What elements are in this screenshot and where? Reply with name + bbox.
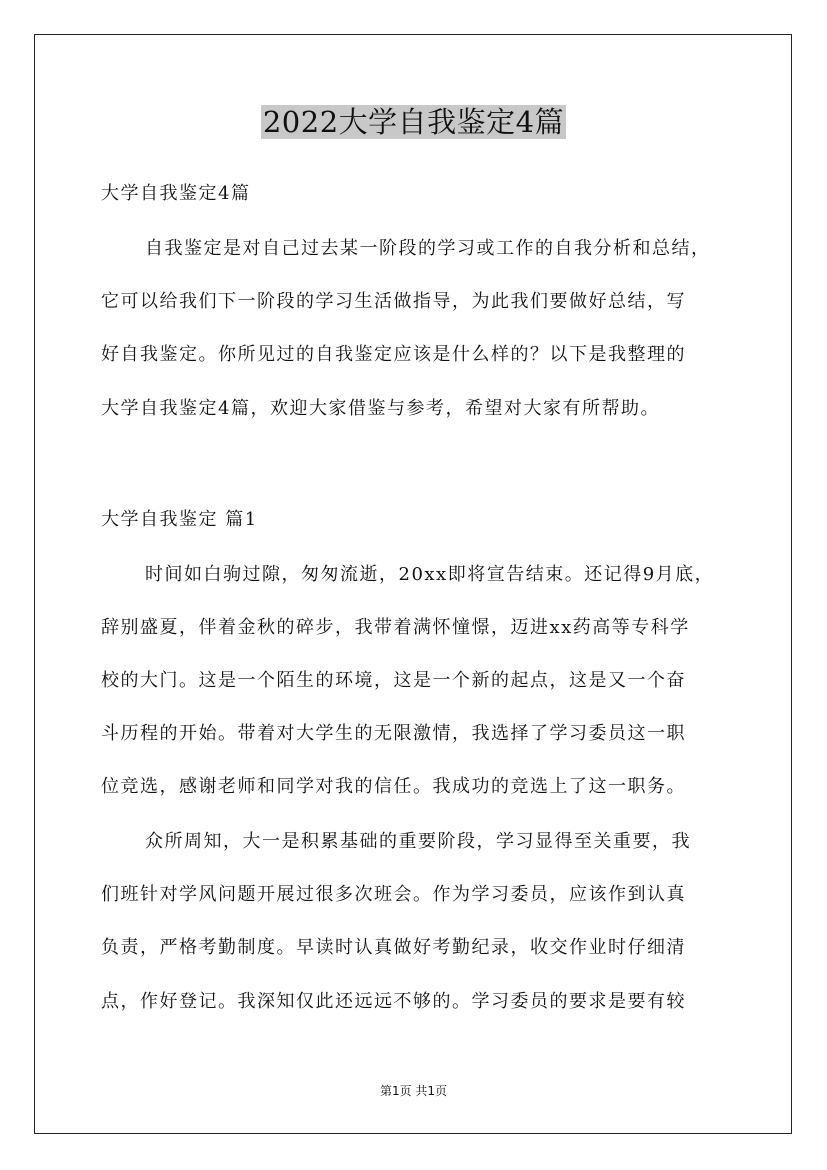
page-footer: 第1页 共1页 [379, 1084, 448, 1098]
paragraph-line: 点，作好登记。我深知仅此还远远不够的。学习委员的要求是要有较 [101, 991, 686, 1012]
paragraph-line: 们班针对学风问题开展过很多次班会。作为学习委员，应该作到认真 [101, 884, 686, 905]
title-text: 2022大学自我鉴定4篇 [262, 105, 565, 139]
document-title [0, 102, 827, 142]
paragraph-line: 斗历程的开始。带着对大学生的无限激情，我选择了学习委员这一职 [101, 723, 686, 744]
paragraph-line: 时间如白驹过隙，匆匆流逝，20xx即将宣告结束。还记得9月底， [145, 564, 715, 585]
intro-line: 它可以给我们下一阶段的学习生活做指导，为此我们要做好总结，写 [101, 291, 686, 312]
intro-line: 大学自我鉴定4篇，欢迎大家借鉴与参考，希望对大家有所帮助。 [101, 398, 660, 419]
intro-line: 自我鉴定是对自己过去某一阶段的学习或工作的自我分析和总结， [145, 238, 711, 259]
paragraph-line: 位竞选，感谢老师和同学对我的信任。我成功的竞选上了这一职务。 [101, 776, 686, 797]
paragraph-line: 众所周知，大一是积累基础的重要阶段，学习显得至关重要，我 [145, 831, 691, 852]
section-heading: 大学自我鉴定 篇1 [101, 509, 258, 530]
subtitle: 大学自我鉴定4篇 [101, 183, 251, 204]
intro-line: 好自我鉴定。你所见过的自我鉴定应该是什么样的？以下是我整理的 [101, 344, 686, 365]
paragraph-line: 校的大门。这是一个陌生的环境，这是一个新的起点，这是又一个奋 [101, 670, 686, 691]
paragraph-line: 负责，严格考勤制度。早读时认真做好考勤纪录，收交作业时仔细清 [101, 937, 686, 958]
paragraph-line: 辞别盛夏，伴着金秋的碎步，我带着满怀憧憬，迈进xx药高等专科学 [101, 617, 690, 638]
